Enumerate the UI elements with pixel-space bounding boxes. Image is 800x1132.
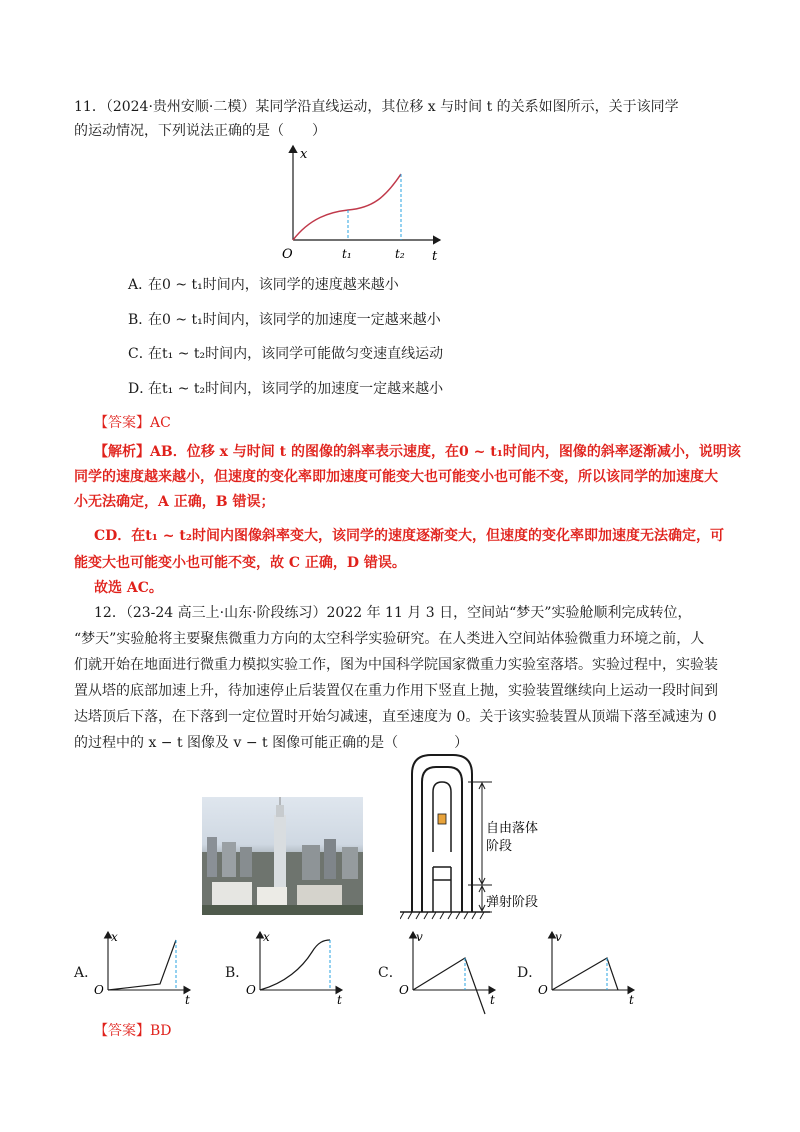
q12-option-c-letter: C． bbox=[378, 965, 403, 981]
t1-label: t₁ bbox=[342, 247, 352, 261]
svg-text:t: t bbox=[185, 993, 190, 1007]
svg-text:O: O bbox=[538, 983, 548, 997]
y-axis-label: x bbox=[300, 147, 308, 162]
q12-option-d-graph bbox=[532, 928, 642, 1008]
q12-stem-line2: “梦天”实验舱将主要聚焦微重力方向的太空科学实验研究。在人类进入空间站体验微重力环境之前，人 bbox=[74, 631, 705, 647]
svg-text:O: O bbox=[399, 983, 409, 997]
svg-text:v: v bbox=[555, 930, 562, 944]
q11-analysis-line3: 小无法确定，A 正确，B 错误； bbox=[74, 494, 275, 510]
q12-option-a-graph bbox=[88, 928, 198, 1008]
svg-text:x: x bbox=[263, 930, 270, 944]
svg-text:t: t bbox=[490, 993, 495, 1007]
x-axis-label: t bbox=[432, 249, 438, 264]
q11-stem-line2: 的运动情况，下列说法正确的是（ ） bbox=[74, 123, 326, 139]
q12-stem-line6: 的过程中的 x − t 图像及 v − t 图像可能正确的是（ ） bbox=[74, 735, 469, 751]
free-fall-label-2: 阶段 bbox=[486, 839, 513, 854]
q11-analysis-line5: 能变大也可能变小也可能不变，故 C 正确，D 错误。 bbox=[74, 555, 406, 571]
svg-text:O: O bbox=[94, 983, 104, 997]
svg-text:t: t bbox=[629, 993, 634, 1007]
svg-text:v: v bbox=[416, 930, 423, 944]
xt-curve-b bbox=[260, 940, 330, 990]
svg-text:t: t bbox=[337, 993, 342, 1007]
q11-answer: 【答案】AC bbox=[94, 415, 171, 431]
q11-option-c: C．在t₁ ~ t₂时间内，该同学可能做匀变速直线运动 bbox=[128, 346, 444, 362]
xt-curve bbox=[293, 174, 401, 240]
launch-label: 弹射阶段 bbox=[486, 895, 539, 910]
free-fall-label-1: 自由落体 bbox=[486, 821, 539, 836]
q11-xt-graph bbox=[280, 140, 450, 265]
q12-stem-line1: 12．（23-24 高三上·山东·阶段练习）2022 年 11 月 3 日，空间站“梦天”实验舱顺利完成转位， bbox=[94, 605, 692, 621]
q11-analysis-line4: CD．在t₁ ~ t₂时间内图像斜率变大，该同学的速度逐渐变大，但速度的变化率即加速度无法确定，可 bbox=[94, 528, 724, 544]
vt-curve-c bbox=[413, 958, 485, 1014]
q12-answer: 【答案】BD bbox=[94, 1023, 172, 1039]
drop-tower-diagram bbox=[400, 752, 550, 927]
q12-option-a-letter: A． bbox=[74, 965, 99, 981]
q11-analysis-line1: 【解析】AB．位移 x 与时间 t 的图像的斜率表示速度，在0 ~ t₁时间内，图像的斜率逐渐减小，说明该 bbox=[94, 444, 741, 460]
q12-stem-line3: 们就开始在地面进行微重力模拟实验工作，图为中国科学院国家微重力实验室落塔。实验过程中，实验装 bbox=[74, 657, 718, 673]
q11-option-d: D．在t₁ ~ t₂时间内，该同学的加速度一定越来越小 bbox=[128, 381, 444, 397]
drop-tower-photo bbox=[202, 797, 363, 915]
t2-label: t₂ bbox=[395, 247, 405, 261]
q11-stem-line1: 11．（2024·贵州安顺·二模）某同学沿直线运动，其位移 x 与时间 t 的关系如图所示，关于该同学 bbox=[74, 99, 679, 115]
q12-option-d-letter: D． bbox=[517, 965, 543, 981]
svg-text:x: x bbox=[111, 930, 118, 944]
q12-stem-line5: 达塔顶后下落，在下落到一定位置时开始匀减速，直至速度为 0。关于该实验装置从顶端下落至减速为 0 bbox=[74, 709, 717, 725]
q12-stem-line4: 置从塔的底部加速上升，待加速停止后装置仅在重力作用下竖直上抛，实验装置继续向上运动一段时间到 bbox=[74, 683, 718, 699]
xt-curve-a bbox=[108, 940, 176, 990]
q12-option-b-letter: B． bbox=[225, 965, 250, 981]
q12-option-c-graph bbox=[393, 928, 503, 1018]
q11-analysis-line2: 同学的速度越来越小，但速度的变化率即加速度可能变大也可能变小也可能不变，所以该同学的加速度大 bbox=[74, 469, 718, 485]
q11-analysis-line6: 故选 AC。 bbox=[94, 580, 163, 596]
q12-option-b-graph bbox=[240, 928, 350, 1008]
origin-label: O bbox=[282, 247, 293, 262]
q11-option-a: A．在0 ~ t₁时间内，该同学的速度越来越小 bbox=[128, 277, 399, 293]
svg-text:O: O bbox=[246, 983, 256, 997]
q11-option-b: B．在0 ~ t₁时间内，该同学的加速度一定越来越小 bbox=[128, 312, 441, 328]
vt-curve-d bbox=[552, 958, 618, 990]
